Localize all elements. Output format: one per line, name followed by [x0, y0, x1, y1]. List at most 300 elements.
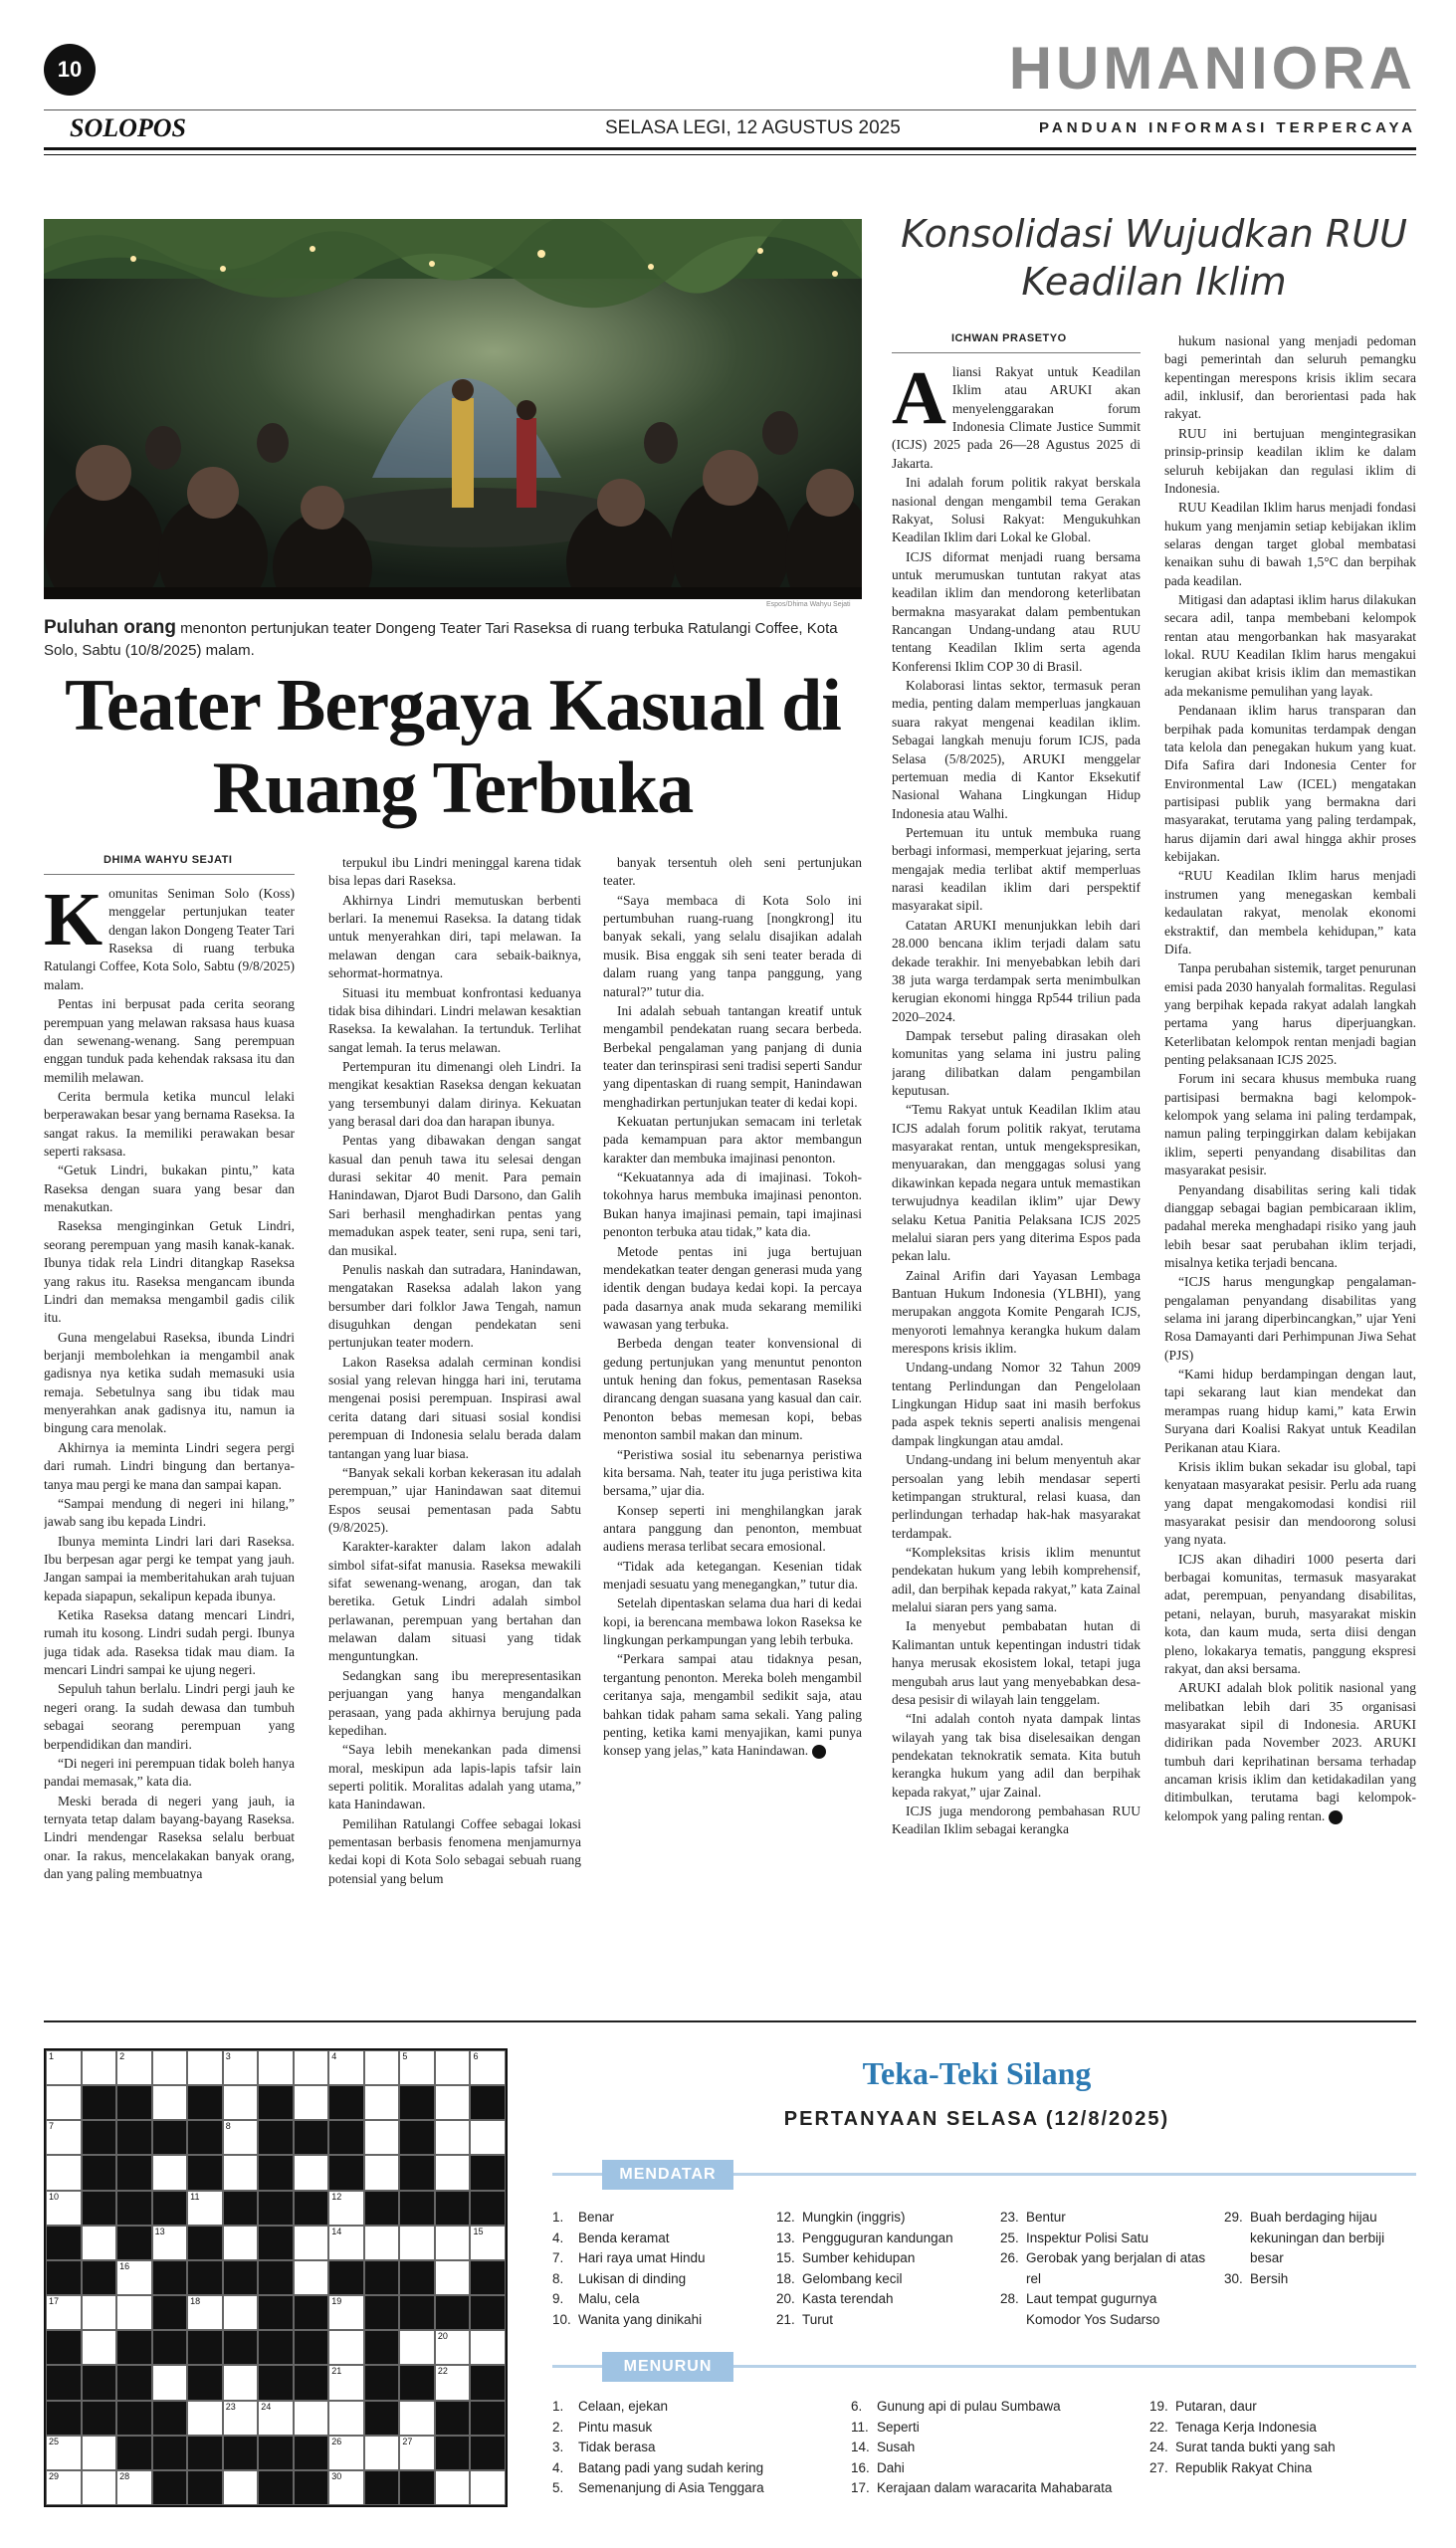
grid-cell[interactable] [364, 2436, 400, 2470]
grid-cell[interactable] [435, 2260, 471, 2295]
paragraph: hukum nasional yang menjadi pedoman bagi pemerintah dan seluruh pemangku kepentingan merespons krisis iklim secara adil, inklusif, dan berorientasi pada hak rakyat. [1164, 333, 1416, 422]
grid-cell-black [187, 2365, 223, 2400]
grid-cell-black [258, 2365, 294, 2400]
clue-item [552, 2458, 841, 2479]
grid-cell-black [328, 2155, 364, 2190]
grid-cell-black [152, 2401, 188, 2436]
grid-cell[interactable] [435, 2226, 471, 2260]
paragraph: Karakter-karakter dalam lakon adalah simbol sifat-sifat manusia. Raseksa mewakili sifat sewenang-wenang, arogan, dan tak beretika. Getuk Lindri adalah simbol perlawanan, perempuan yang bertahan dan melawan dalam situasi yang tidak menguntungkan. [328, 1539, 581, 1664]
clue-number: 1. [552, 2210, 564, 2225]
clue-number: 5 [402, 2051, 408, 2061]
clue-text: Kasta terendah [802, 2291, 894, 2307]
grid-cell[interactable] [46, 2295, 82, 2330]
grid-cell-black [187, 2085, 223, 2120]
clue-number: 25. [1000, 2230, 1019, 2245]
grid-cell-black [364, 2191, 400, 2226]
clue-text: Tidak berasa [578, 2440, 656, 2455]
clue-number: 11. [851, 2419, 869, 2435]
side-col1-text [892, 363, 1141, 1996]
clue-text: Kerajaan dalam waracarita Mahabarata [877, 2480, 1113, 2496]
clue-text: Tenaga Kerja Indonesia [1175, 2419, 1317, 2435]
paragraph: ICJS juga mendorong pembahasan RUU Keadilan Iklim sebagai kerangka [892, 1804, 1141, 1837]
grid-cell[interactable] [223, 2050, 259, 2085]
clue-item [776, 2289, 990, 2310]
paragraph: “RUU Keadilan Iklim harus menjadi instrumen yang menegaskan kembali kedaulatan rakyat, menolak ekonomi ekstraktif, dan membela kehidupan,” kata Difa. [1164, 868, 1416, 956]
grid-cell[interactable] [152, 2050, 188, 2085]
grid-cell[interactable] [116, 2260, 152, 2295]
clue-item [1149, 2418, 1406, 2439]
grid-cell[interactable] [152, 2365, 188, 2400]
grid-cell-black [364, 2295, 400, 2330]
grid-cell-black [470, 2436, 506, 2470]
clue-text: Gerobak yang berjalan di atas rel [1026, 2250, 1206, 2286]
clue-item [1000, 2208, 1214, 2229]
grid-cell-black [399, 2191, 435, 2226]
clue-column [552, 2208, 766, 2330]
clue-text: Inspektur Polisi Satu [1026, 2230, 1149, 2245]
grid-cell-black [258, 2155, 294, 2190]
grid-cell-black [187, 2120, 223, 2155]
paragraph: terpukul ibu Lindri meninggal karena tidak bisa lepas dari Raseksa. [328, 855, 581, 889]
clue-text: Laut tempat gugurnya Komodor Yos Sudarso [1026, 2291, 1160, 2327]
grid-cell[interactable] [116, 2050, 152, 2085]
grid-cell[interactable] [46, 2191, 82, 2226]
grid-cell[interactable] [399, 2436, 435, 2470]
paragraph-text: “Perkara sampai atau tidaknya pesan, tergantung penonton. Mereka boleh mengambil ceritanya saja, mengambil sedikit saja, atau bahkan tidak paham sama sekali. Yang paling penting, ketika kami menyajikan, kami punya konsep yang jelas,” kata Hanindawan. [603, 1651, 862, 1759]
grid-cell[interactable] [328, 2295, 364, 2330]
paragraph-text: ARUKI adalah blok politik nasional yang melibatkan lebih dari 35 organisasi masyarakat sipil di Indonesia. ARUKI didirikan pada November 2023. ARUKI tumbuh dari keprihatinan bersama terhadap ancaman krisis iklim dan ketidakadilan yang ditimbulkan, terutama bagi kelompok-kelompok yang paling rentan. [1164, 1680, 1416, 1823]
clue-number: 19 [331, 2296, 342, 2307]
grid-cell-black [223, 2436, 259, 2470]
grid-cell[interactable] [294, 2050, 329, 2085]
clue-text: Mungkin (inggris) [802, 2210, 906, 2225]
grid-cell-black [223, 2191, 259, 2226]
grid-cell[interactable] [294, 2085, 329, 2120]
grid-cell[interactable] [152, 2155, 188, 2190]
grid-cell[interactable] [46, 2050, 82, 2085]
grid-cell[interactable] [399, 2226, 435, 2260]
clue-number: 10 [49, 2191, 60, 2202]
clue-column [552, 2397, 841, 2499]
grid-cell[interactable] [328, 2436, 364, 2470]
clue-number: 29 [49, 2470, 60, 2481]
grid-cell[interactable] [328, 2401, 364, 2436]
grid-cell-black [152, 2120, 188, 2155]
theater-photo-illustration [44, 219, 862, 599]
grid-cell[interactable] [328, 2365, 364, 2400]
paragraph: Undang-undang ini belum menyentuh akar persoalan yang lebih mendasar seperti ketimpangan struktural, relasi kuasa, dan perlindungan terhadap hak-hak masyarakat terdampak. [892, 1452, 1141, 1541]
grid-cell[interactable] [187, 2050, 223, 2085]
grid-cell-black [116, 2365, 152, 2400]
grid-cell-black [223, 2260, 259, 2295]
grid-cell-black [258, 2470, 294, 2505]
grid-cell[interactable] [399, 2050, 435, 2085]
grid-cell[interactable] [223, 2401, 259, 2436]
grid-cell-black [294, 2191, 329, 2226]
clue-item [776, 2208, 990, 2229]
grid-cell-black [116, 2226, 152, 2260]
grid-cell[interactable] [82, 2330, 117, 2365]
grid-cell-black [294, 2120, 329, 2155]
grid-cell-black [470, 2295, 506, 2330]
caption-lead: Puluhan orang [44, 617, 176, 638]
grid-cell[interactable] [46, 2120, 82, 2155]
grid-cell-black [258, 2226, 294, 2260]
clue-text: Surat tanda bukti yang sah [1175, 2440, 1336, 2455]
grid-cell-black [294, 2330, 329, 2365]
grid-cell[interactable] [435, 2330, 471, 2365]
grid-cell-black [258, 2330, 294, 2365]
clue-number: 26 [331, 2436, 342, 2446]
clue-number: 6 [473, 2051, 479, 2061]
clue-text: Turut [802, 2311, 834, 2327]
grid-cell[interactable] [364, 2155, 400, 2190]
clue-text: Sumber kehidupan [802, 2250, 916, 2266]
newspaper-logo: SOLOPOS [70, 113, 187, 142]
grid-cell-black [223, 2330, 259, 2365]
clue-text: Gelombang kecil [802, 2270, 903, 2286]
clue-text: Wanita yang dinikahi [578, 2311, 703, 2327]
side-article-col-1 [892, 332, 1141, 1997]
grid-cell-black [258, 2085, 294, 2120]
clue-number: 23 [225, 2401, 236, 2412]
clue-column [851, 2397, 1140, 2499]
grid-cell[interactable] [364, 2120, 400, 2155]
clue-item [776, 2248, 990, 2269]
clue-item [552, 2289, 766, 2310]
grid-cell[interactable] [82, 2470, 117, 2505]
paragraph: Dampak tersebut paling dirasakan oleh komunitas yang selama ini justru paling jarang dilibatkan dalam pengambilan keputusan. [892, 1027, 1141, 1099]
clue-text: Seperti [877, 2419, 920, 2435]
grid-cell[interactable] [223, 2155, 259, 2190]
grid-cell-black [399, 2120, 435, 2155]
clue-number: 9. [552, 2291, 564, 2307]
grid-cell-black [399, 2295, 435, 2330]
caption-text: menonton pertunjukan teater Dongeng Teater Tari Raseksa di ruang terbuka Ratulangi Coffee, Kota Solo, Sabtu (10/8/2025) malam. [44, 620, 838, 659]
grid-cell-black [82, 2155, 117, 2190]
grid-cell-black [116, 2330, 152, 2365]
paragraph: Pentas ini berpusat pada cerita seorang perempuan yang melawan raksasa haus kuasa dan sewenang-wenang. Sang perempuan enggan tunduk pada kehendak raksasa itu dan memilih melawan. [44, 996, 295, 1085]
grid-cell[interactable] [328, 2226, 364, 2260]
paragraph: Mitigasi dan adaptasi iklim harus dilakukan secara adil, tanpa membebani kelompok rentan atau mengorbankan hak masyarakat lokal. RUU Keadilan Iklim harus mengakui kerugian akibat krisis iklim dan memastikan ada mekanisme pemulihan yang layak. [1164, 592, 1416, 699]
clue-number: 4. [552, 2459, 564, 2475]
page-number: 10 [44, 44, 96, 96]
clue-text: Benar [578, 2210, 615, 2225]
crossword-separator [44, 2020, 1416, 2022]
grid-cell[interactable] [435, 2085, 471, 2120]
menurun-clues [552, 2397, 1416, 2526]
clue-number: 11 [190, 2191, 200, 2202]
clue-number: 28. [1000, 2291, 1019, 2307]
grid-cell-black [187, 2260, 223, 2295]
grid-cell[interactable] [46, 2085, 82, 2120]
clue-column [1000, 2208, 1214, 2330]
clue-number: 16 [119, 2260, 130, 2271]
subtitle-day: SELASA [945, 2108, 1039, 2130]
grid-cell[interactable] [470, 2050, 506, 2085]
paragraph: Tanpa perubahan sistemik, target penurunan emisi pada 2030 hanyalah formalitas. Regulasi yang berpihak kepada rakyat adalah langkah pertama yang harus diperjuangkan. Keterlibatan kelompok rentan menjadi bagian penting pelaksanaan ICJS 2025. [1164, 960, 1416, 1068]
grid-cell[interactable] [187, 2191, 223, 2226]
grid-cell[interactable] [435, 2120, 471, 2155]
crossword-grid[interactable] [44, 2048, 508, 2507]
grid-cell-black [116, 2401, 152, 2436]
paragraph: “ICJS harus mengungkap pengalaman-pengalaman penyandang disabilitas yang selama ini jarang diperbincangkan,” ujar Yeni Rosa Damayanti dari Perhimpunan Jiwa Sehat (PJS) [1164, 1274, 1416, 1363]
paragraph [1164, 1679, 1416, 1825]
paragraph [44, 885, 295, 994]
paragraph: Meski berada di negeri yang jauh, ia ternyata tetap dalam bayang-bayang Raseksa. Lindri mendengar Raseksa selalu berbuat onar. Ia rakus, mencelakakan banyak orang, dan yang paling membuatnya [44, 1793, 295, 1882]
paragraph-text: omunitas Seniman Solo (Koss) menggelar pertunjukan teater dengan lakon Dongeng Teater Tari Raseksa di ruang terbuka Ratulangi Coffee, Kota Solo, Sabtu (9/8/2025) malam. [44, 886, 295, 992]
grid-cell[interactable] [294, 2155, 329, 2190]
clue-number: 2. [552, 2419, 564, 2435]
paragraph: Ia menyebut pembabatan hutan di Kalimantan untuk kepentingan industri tidak hanya merusak ekosistem lokal, tetapi juga mengubah arus laut yang menyebabkan desa-desa pesisir di wilayah lain tenggelam. [892, 1618, 1141, 1707]
grid-cell[interactable] [258, 2050, 294, 2085]
clue-number: 26. [1000, 2250, 1019, 2266]
crossword-title: Teka-Teki Silang [862, 2055, 1092, 2091]
grid-cell[interactable] [435, 2365, 471, 2400]
grid-cell-black [152, 2330, 188, 2365]
clue-number: 10. [552, 2311, 571, 2327]
clue-number: 7. [552, 2250, 564, 2266]
grid-cell-black [258, 2120, 294, 2155]
clue-number: 19. [1149, 2399, 1168, 2414]
clue-number: 15 [473, 2226, 484, 2236]
grid-cell-black [116, 2120, 152, 2155]
clue-number: 20. [776, 2291, 795, 2307]
grid-cell[interactable] [116, 2470, 152, 2505]
clue-number: 5. [552, 2480, 564, 2496]
grid-cell-black [152, 2191, 188, 2226]
clue-item [552, 2438, 841, 2458]
clue-item [1149, 2397, 1406, 2418]
grid-cell-black [82, 2085, 117, 2120]
paragraph: “Sampai mendung di negeri ini hilang,” jawab sang ibu kepada Lindri. [44, 1495, 295, 1530]
grid-cell-black [187, 2470, 223, 2505]
subtitle-prefix: PERTANYAAN [783, 2108, 946, 2130]
clue-number: 3 [225, 2051, 231, 2061]
paragraph: “Saya lebih menekankan pada dimensi moral, meskipun ada lapis-lapis tafsir lain seperti politik. Moralitas adalah yang utama,” kata Hanindawan. [328, 1742, 581, 1812]
clue-number: 4. [552, 2230, 564, 2245]
paragraph: Raseksa menginginkan Getuk Lindri, seorang perempuan yang masih kanak-kanak. Ibunya tidak rela Lindri ditangkap Raseksa yang rakus itu. Raseksa mengancam ibunda Lindri dan memaksa mengambil gadis cilik itu. [44, 1218, 295, 1326]
main-byline: DHIMA WAHYU SEJATI [44, 854, 295, 875]
paragraph: “Kami hidup berdampingan dengan laut, tapi sekarang laut kian mendekat dan merampas ruang hidup kami,” kata Erwin Suryana dari Koalisi Rakyat untuk Keadilan Perikanan atau Kiara. [1164, 1367, 1416, 1455]
grid-cell[interactable] [364, 2085, 400, 2120]
main-headline: Teater Bergaya Kasual di Ruang Terbuka [65, 665, 841, 829]
grid-cell-black [328, 2120, 364, 2155]
clue-item [552, 2269, 766, 2290]
clue-item [552, 2397, 841, 2418]
photo-credit: Espos/Dhima Wahyu Sejati [766, 601, 851, 608]
clue-item [1000, 2248, 1214, 2289]
grid-cell[interactable] [328, 2191, 364, 2226]
grid-cell-black [82, 2120, 117, 2155]
grid-cell[interactable] [399, 2401, 435, 2436]
grid-cell[interactable] [187, 2401, 223, 2436]
masthead-rule-thin [44, 154, 1416, 155]
clue-number: 25 [49, 2436, 60, 2446]
clue-number: 21 [331, 2366, 342, 2377]
clue-item [851, 2418, 1140, 2439]
grid-cell[interactable] [46, 2155, 82, 2190]
clue-item [552, 2478, 841, 2499]
crossword-subtitle [537, 2108, 1416, 2131]
masthead-rule-thick [44, 147, 1416, 150]
clue-number: 14 [331, 2226, 342, 2236]
grid-cell[interactable] [223, 2470, 259, 2505]
grid-cell-black [187, 2155, 223, 2190]
grid-cell[interactable] [82, 2226, 117, 2260]
clue-item [776, 2310, 990, 2331]
paragraph: Sepuluh tahun berlalu. Lindri pergi jauh ke negeri orang. Ia sudah dewasa dan tumbuh sebagai seorang perempuan yang berpendidikan dan mandiri. [44, 1681, 295, 1752]
paragraph: Setelah dipentaskan selama dua hari di kedai kopi, ia berencana membawa lokon Raseksa ke lingkungan perkampungan yang lebih terbuka. [603, 1595, 862, 1648]
grid-cell-black [258, 2295, 294, 2330]
paragraph: “Saya membaca di Kota Solo ini pertumbuhan ruang-ruang [nongkrong] itu banyak sekali, yang selalu disajikan adalah musik. Bisa enggak sih seni teater berada di dalam ruang yang tanpa panggung, yang natural?” tutur dia. [603, 892, 862, 999]
clue-number: 3. [552, 2440, 564, 2455]
grid-cell[interactable] [294, 2226, 329, 2260]
clue-text: Buah berdaging hijau kekuningan dan berbiji besar [1250, 2210, 1385, 2266]
drop-cap: K [44, 885, 104, 961]
paragraph: Berbeda dengan teater konvensional di gedung pertunjukan yang menuntut penonton untuk hening dan fokus, pementasan Raseksa dirancang dengan suasana yang kasual dan cair. Penonton bebas memesan kopi, bebas menonton sambil makan dan minum. [603, 1336, 862, 1443]
clue-item [776, 2269, 990, 2290]
grid-cell[interactable] [223, 2295, 259, 2330]
grid-cell-black [116, 2191, 152, 2226]
paragraph: “Peristiwa sosial itu sebenarnya peristiwa kita bersama. Nah, teater itu juga peristiwa kita bersama,” ujar dia. [603, 1446, 862, 1499]
clue-text: Hari raya umat Hindu [578, 2250, 706, 2266]
grid-cell[interactable] [223, 2120, 259, 2155]
grid-cell-black [152, 2436, 188, 2470]
grid-cell-black [258, 2260, 294, 2295]
paragraph [892, 363, 1141, 473]
clue-item [552, 2208, 766, 2229]
clue-number: 7 [49, 2121, 55, 2132]
grid-cell[interactable] [399, 2330, 435, 2365]
grid-cell-black [470, 2260, 506, 2295]
grid-cell-black [470, 2365, 506, 2400]
grid-cell-black [399, 2470, 435, 2505]
clue-text: Susah [877, 2440, 916, 2455]
grid-cell[interactable] [258, 2401, 294, 2436]
grid-cell-black [294, 2436, 329, 2470]
paragraph: Kolaborasi lintas sektor, termasuk peran media, penting dalam memperluas jangkauan suara rakyat mengenai keadilan iklim. Sebagai langkah menuju forum ICJS, pada Selasa (5/8/2025), ARUKI menggelar pertemuan media di Kantor Eksekutif Nasional Wahana Lingkungan Hidup Indonesia atau Walhi. [892, 678, 1141, 821]
clue-number: 24. [1149, 2440, 1168, 2455]
mendatar-clues [552, 2208, 1416, 2367]
paragraph: Pertempuran itu dimenangi oleh Lindri. Ia mengikat kesaktian Raseksa dengan kekuatan yang tersembunyi dalam dirinya. Kekuatan yang berasal dari doa dan harapan ibunya. [328, 1058, 581, 1130]
grid-cell[interactable] [470, 2330, 506, 2365]
paragraph: Catatan ARUKI menunjukkan lebih dari 28.000 bencana iklim terjadi dalam satu dekade terakhir. Ini menyebabkan lebih dari 38 juta warga terdampak serta menimbulkan kerugian ekonomi hingga Rp544 triliun pada 2020–2024. [892, 917, 1141, 1024]
grid-cell[interactable] [152, 2226, 188, 2260]
clue-item [1000, 2289, 1214, 2330]
grid-cell[interactable] [470, 2226, 506, 2260]
grid-cell-black [399, 2365, 435, 2400]
grid-cell-black [435, 2401, 471, 2436]
clue-number: 14. [851, 2440, 870, 2455]
grid-cell[interactable] [152, 2085, 188, 2120]
paragraph: “Temu Rakyat untuk Keadilan Iklim atau ICJS adalah forum politik rakyat, terutama masyarakat rentan, untuk mengekspresikan, menyuarakan, dan menggagas solusi yang dikawinkan kepada negara untuk memastikan terwujudnya keadilan iklim” ujar Dewy selaku Ketua Panitia Pelaksana ICJS 2025 melalui siaran pers yang diterima Espos pada pekan lalu. [892, 1102, 1141, 1264]
clue-item [851, 2397, 1140, 2418]
clue-number: 22. [1149, 2419, 1168, 2435]
grid-cell-black [364, 2330, 400, 2365]
grid-cell-black [328, 2260, 364, 2295]
theater-photo [44, 219, 862, 599]
grid-cell-black [470, 2155, 506, 2190]
grid-cell[interactable] [223, 2365, 259, 2400]
side-byline: ICHWAN PRASETYO [892, 332, 1141, 353]
clue-text: Republik Rakyat China [1175, 2459, 1313, 2475]
grid-cell-black [470, 2085, 506, 2120]
paragraph: Metode pentas ini juga bertujuan mendekatkan teater dengan generasi muda yang identik dengan budaya kedai kopi. Ia percaya pada dasarnya anak muda sekarang memiliki wawasan yang terbuka. [603, 1243, 862, 1332]
clue-item [1224, 2269, 1406, 2290]
grid-cell[interactable] [82, 2436, 117, 2470]
clue-item [851, 2438, 1140, 2458]
grid-cell[interactable] [328, 2050, 364, 2085]
grid-cell[interactable] [82, 2295, 117, 2330]
clue-text: Batang padi yang sudah kering [578, 2459, 764, 2475]
paragraph: Akhirnya Lindri memutuskan berbenti berlari. Ia menemui Raseksa. Ia datang tidak untuk menyerahkan diri, tapi melawan. Ia melawan dengan cara sebaik-baiknya, sehormat-hormatnya. [328, 892, 581, 981]
grid-cell-black [187, 2330, 223, 2365]
grid-cell[interactable] [46, 2470, 82, 2505]
paragraph: “Ini adalah contoh nyata dampak lintas wilayah yang tak bisa diselesaikan dengan pendekatan teknokratik semata. Kita butuh kerangka hukum yang adil dan berpihak kepada rakyat,” ujar Zainal. [892, 1711, 1141, 1800]
clue-number: 18 [190, 2296, 201, 2307]
side-article-col-2 [1164, 332, 1416, 1997]
paragraph: “Getuk Lindri, bukakan pintu,” kata Raseksa dengan suara yang besar dan menakutkan. [44, 1163, 295, 1215]
grid-cell[interactable] [435, 2050, 471, 2085]
grid-cell[interactable] [328, 2470, 364, 2505]
paragraph: Pentas yang dibawakan dengan sangat kasual dan penuh tawa itu selesai dengan durasi sekitar 40 menit. Para pemain Hanindawan, Djarot Budi Darsono, dan Galih Sari berhasil menghadirkan pentas yang memadukan aspek teater, seni rupa, seni tari, dan musikal. [328, 1133, 581, 1258]
grid-cell[interactable] [364, 2050, 400, 2085]
photo-caption [44, 615, 862, 661]
clue-number: 1. [552, 2399, 564, 2414]
grid-cell[interactable] [82, 2050, 117, 2085]
clue-number: 18. [776, 2270, 795, 2286]
clue-item [851, 2478, 1140, 2499]
grid-cell-black [46, 2260, 82, 2295]
grid-cell-black [46, 2330, 82, 2365]
grid-cell-black [152, 2470, 188, 2505]
grid-cell[interactable] [328, 2330, 364, 2365]
grid-cell-black [364, 2365, 400, 2400]
clue-number: 1 [49, 2051, 55, 2061]
clue-number: 30 [331, 2470, 342, 2481]
paragraph: Cerita bermula ketika muncul lelaki berperawakan besar yang bernama Raseksa. Ia sangat rakus. Ia memiliki perawakan besar seperti raksasa. [44, 1088, 295, 1160]
grid-cell[interactable] [435, 2470, 471, 2505]
masthead-tagline: PANDUAN INFORMASI TERPERCAYA [1039, 119, 1416, 136]
paragraph: Pendanaan iklim harus transparan dan berpihak pada komunitas terdampak dengan tata kelola dan penegakan hukum yang kuat. Difa Safira dari Indonesia Center for Environmental Law (ICEL) mengatakan partisipasi publik yang bermakna dari masyarakat, terutama yang paling terdampak, harus dijamin dari awal hingga akhir proses kebijakan. [1164, 703, 1416, 865]
grid-cell[interactable] [116, 2295, 152, 2330]
clue-text: Malu, cela [578, 2291, 640, 2307]
grid-cell[interactable] [470, 2120, 506, 2155]
grid-cell[interactable] [223, 2085, 259, 2120]
mendatar-label: MENDATAR [602, 2160, 733, 2190]
grid-cell[interactable] [435, 2155, 471, 2190]
grid-cell[interactable] [223, 2226, 259, 2260]
clue-text: Pintu masuk [578, 2419, 653, 2435]
clue-number: 13. [776, 2230, 795, 2245]
grid-cell[interactable] [294, 2260, 329, 2295]
grid-cell[interactable] [294, 2401, 329, 2436]
clue-text: Dahi [877, 2459, 905, 2475]
paragraph: Kekuatan pertunjukan semacam ini terletak pada kemampuan para aktor membangun karakter dan membuka imajinasi penonton. [603, 1114, 862, 1166]
grid-cell[interactable] [46, 2436, 82, 2470]
paragraph: Ketika Raseksa datang mencari Lindri, rumah itu kosong. Lindri sudah pergi. Ibunya juga tidak ada. Raseksa tidak mau diam. Ia mencari Lindri sampai ke ujung negeri. [44, 1607, 295, 1678]
grid-cell[interactable] [364, 2226, 400, 2260]
grid-cell[interactable] [187, 2295, 223, 2330]
grid-cell-black [258, 2436, 294, 2470]
clue-item [552, 2418, 841, 2439]
clue-text: Gunung api di pulau Sumbawa [877, 2399, 1061, 2414]
clue-number: 29. [1224, 2210, 1243, 2225]
grid-cell[interactable] [470, 2470, 506, 2505]
grid-cell-black [116, 2155, 152, 2190]
menurun-label: MENURUN [602, 2352, 733, 2382]
